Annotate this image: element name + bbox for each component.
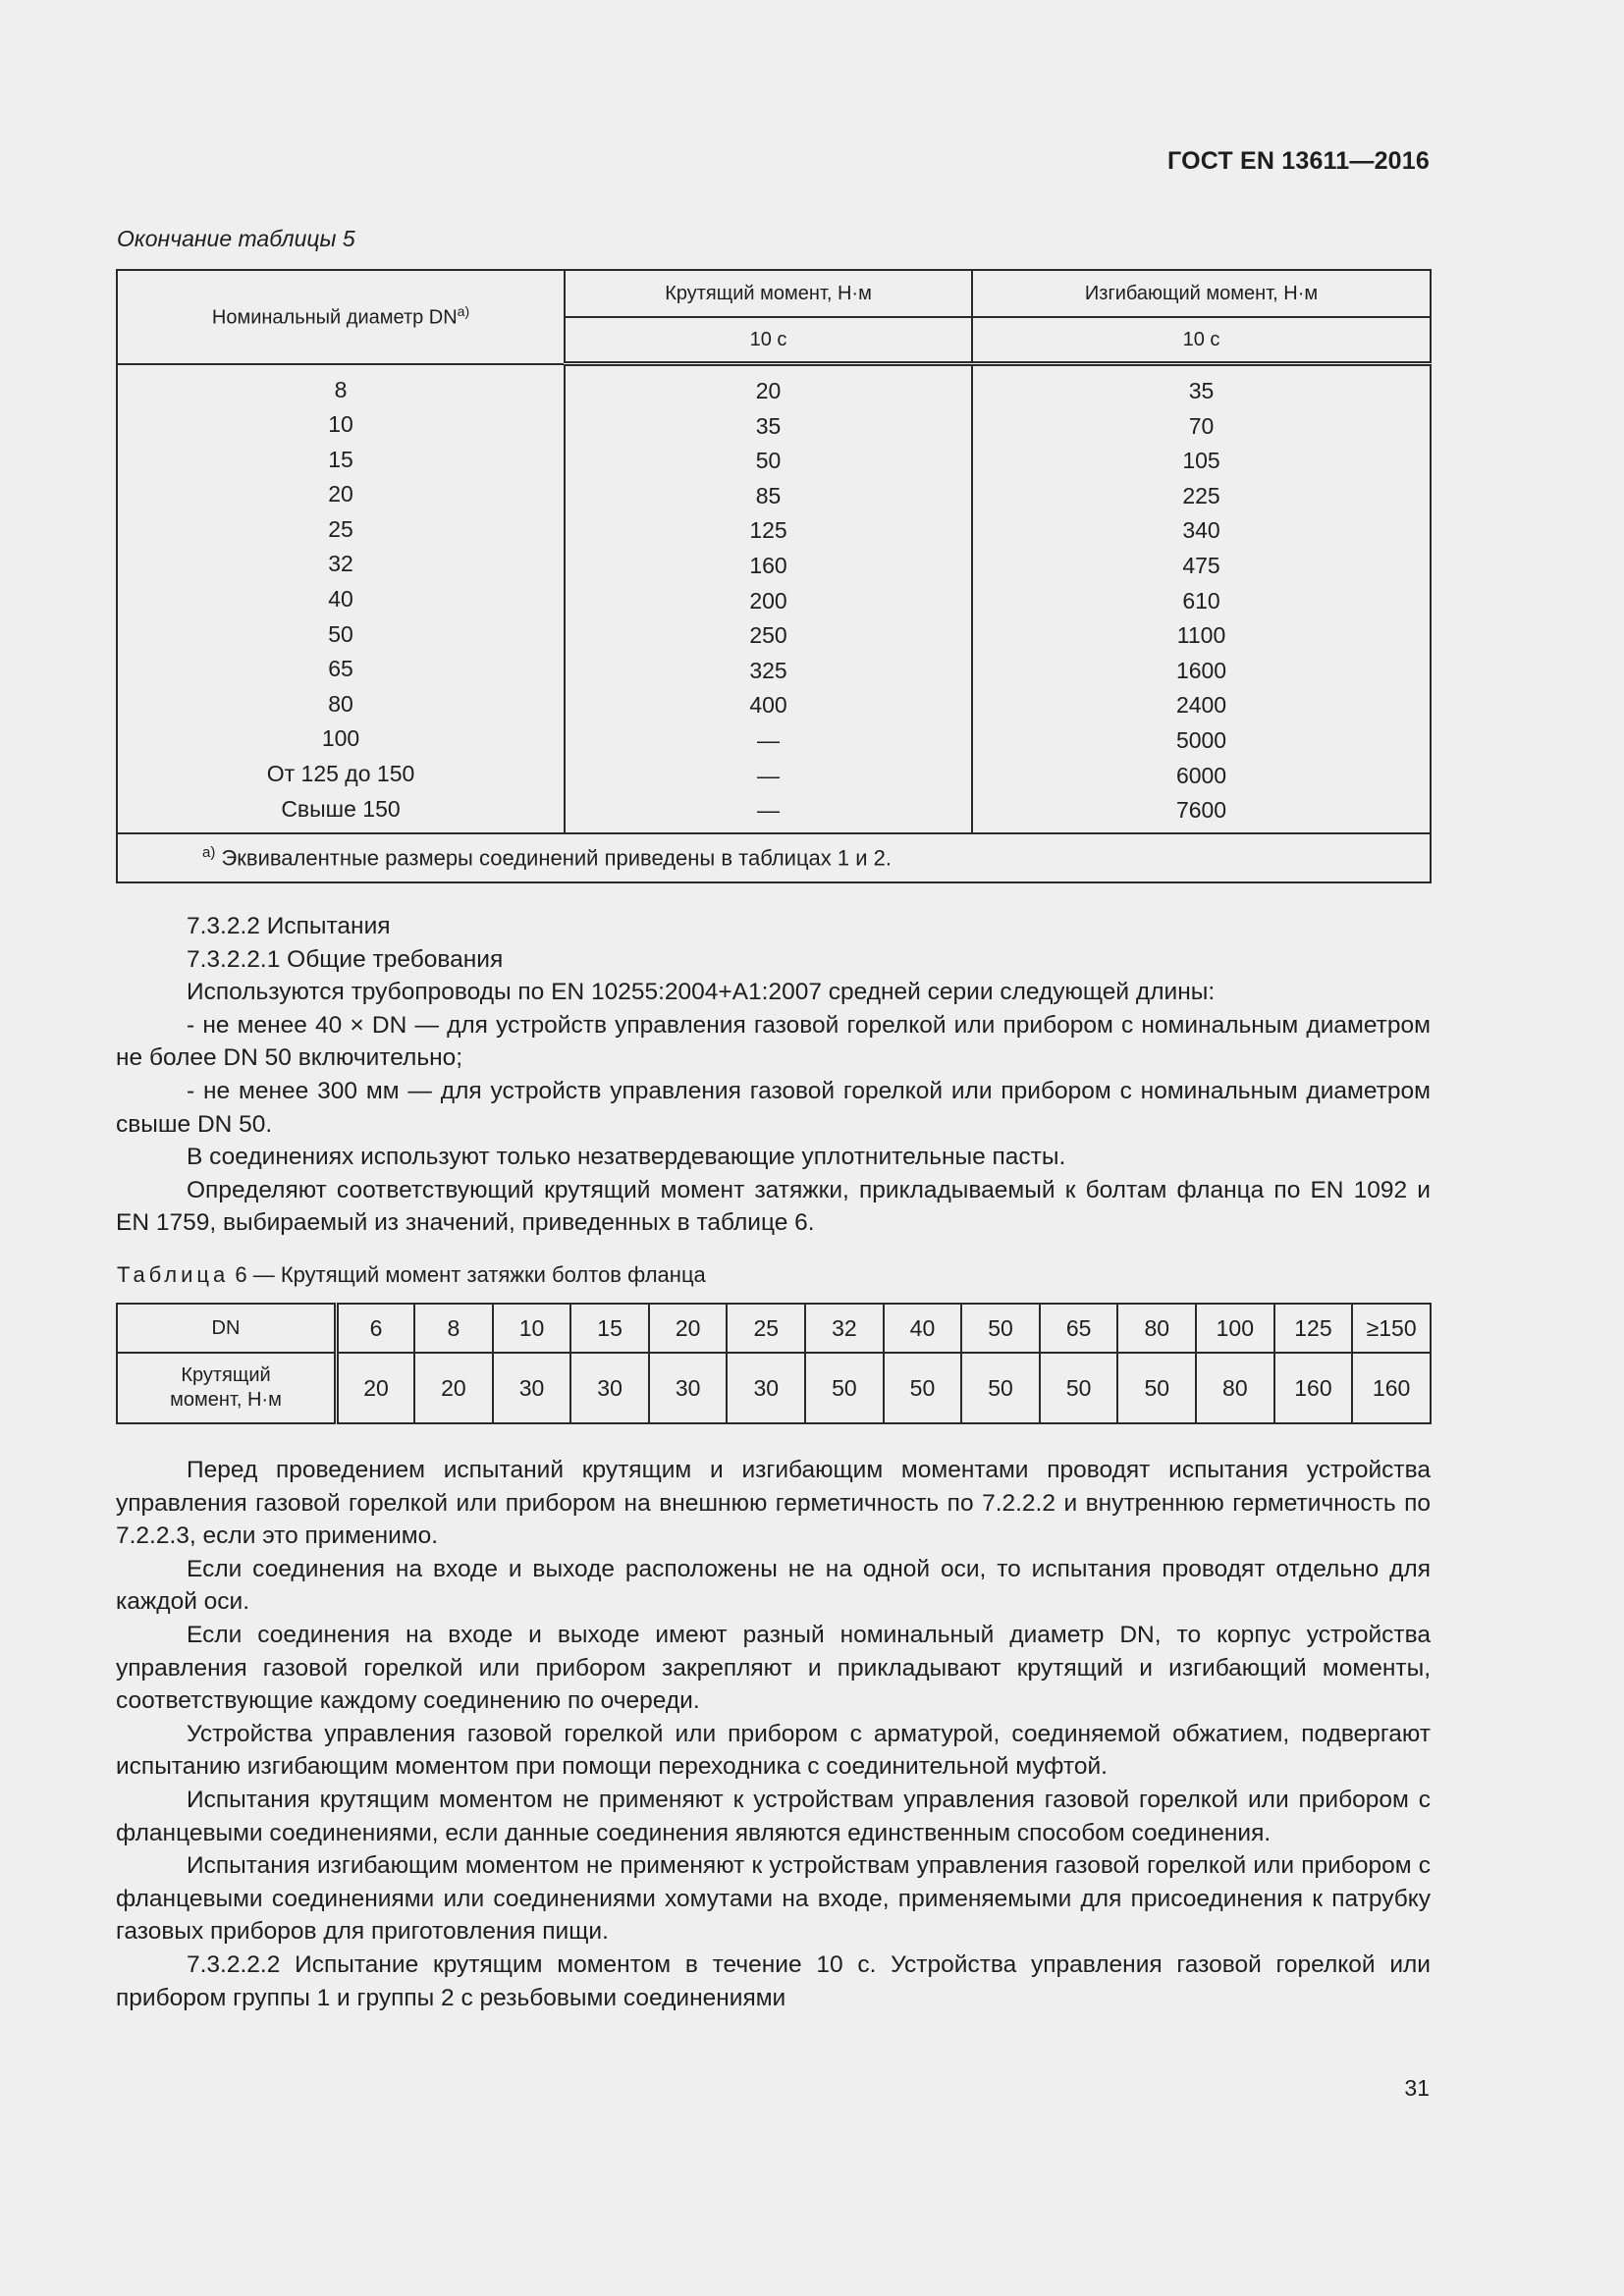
table6-torque-cell: 20 [414, 1353, 493, 1423]
table5-cell: 25 [328, 515, 353, 542]
table5-col-diameter [117, 364, 565, 833]
table6-dn-cell: 15 [570, 1304, 649, 1353]
table5-col-torque [565, 364, 972, 833]
table5-col-bending [972, 364, 1431, 833]
table6-dn-cell: 40 [884, 1304, 962, 1353]
table5-cell: — [757, 726, 781, 753]
table5-col3-header: Изгибающий момент, Н·м [972, 270, 1431, 317]
table6-torque-cell: 30 [493, 1353, 571, 1423]
table6-dn-cell: 10 [493, 1304, 571, 1353]
table5-cell: 475 [1182, 552, 1220, 578]
table5-cell: 15 [328, 446, 353, 472]
table5 [116, 269, 1432, 883]
paragraph: Если соединения на входе и выходе расположены не на одной оси, то испытания проводят отдельно для каждой оси. [116, 1555, 1431, 1616]
table6-torque-cell: 160 [1274, 1353, 1353, 1423]
table5-cell: 7600 [1175, 797, 1227, 824]
table5-cell: 225 [1182, 482, 1220, 508]
table6-torque-cell: 160 [1352, 1353, 1431, 1423]
table6-torque-cell: 20 [337, 1353, 415, 1423]
paragraph: Испытания крутящим моментом не применяют к устройствам управления газовой горелкой или прибором с фланцевыми соединениями, если данные соединения являются единственным способом соединения. [116, 1786, 1431, 1846]
table5-cell: 20 [755, 378, 782, 403]
table6-torque-cell: 50 [805, 1353, 884, 1423]
table5-col1-header: Номинальный диаметр $DN^{а)}$ [117, 270, 565, 364]
table6-torque-cell: 50 [884, 1353, 962, 1423]
paragraph: Устройства управления газовой горелкой или прибором с арматурой, соединяемой обжатием, подвергают испытанию изгибающим моментом при помощи переходника с соединительной муфтой. [116, 1720, 1431, 1781]
table5-footnote: $^{а)}$ Эквивалентные размеры соединений приведены в таблицах 1 и 2. [117, 833, 1431, 882]
table5-caption: Окончание таблицы 5 [117, 226, 355, 251]
table5-cell: 2400 [1175, 692, 1227, 719]
table6-dn-cell: 25 [727, 1304, 805, 1353]
paragraph: Определяют соответствующий крутящий момент затяжки, прикладываемый к болтам фланца по EN 1092 и EN 1759, выбираемый из значений, приведенных в таблице 6. [116, 1176, 1431, 1237]
table6-row-label-dn: DN [117, 1304, 337, 1353]
table6-dn-cell: 32 [805, 1304, 884, 1353]
table5-cell: 20 [328, 481, 353, 507]
table5-cell: 250 [749, 622, 787, 649]
table5-cell: 10 [328, 411, 353, 438]
table5-col2-subheader: 10 с [565, 317, 972, 364]
table5-cell: 1100 [1176, 622, 1226, 649]
table6-dn-cell: 125 [1274, 1304, 1353, 1353]
table6-torque-cell: 50 [1040, 1353, 1118, 1423]
table6-dn-cell: 65 [1040, 1304, 1118, 1353]
table6-dn-cell: 80 [1117, 1304, 1196, 1353]
paragraph: 7.3.2.2.1 Общие требования [187, 945, 504, 973]
table5-cell: 50 [755, 448, 782, 474]
table5-cell: 70 [1188, 412, 1215, 439]
paragraph: 7.3.2.2.2 Испытание крутящим моментом в течение 10 с. Устройства управления газовой горелкой или прибором группы 1 и группы 2 с резьбовыми соединениями [116, 1950, 1431, 2011]
page-number: 31 [1404, 2075, 1430, 2101]
table5-cell: 125 [749, 517, 787, 544]
table6-dn-cell: 6 [337, 1304, 415, 1353]
table5-cell: 100 [321, 725, 360, 752]
table5-cell: 6000 [1175, 762, 1227, 788]
table5-cell: Свыше 150 [281, 795, 401, 822]
table5-col3-subheader: 10 с [972, 317, 1431, 364]
table5-cell: 105 [1182, 448, 1220, 474]
table5-cell: 40 [328, 586, 353, 613]
document-code: ГОСТ EN 13611—2016 [1167, 147, 1430, 175]
table6-torque-cell: 50 [961, 1353, 1040, 1423]
table5-cell: 85 [755, 482, 782, 508]
table5-cell: 8 [334, 376, 348, 402]
paragraph: - не менее 40 × DN — для устройств управления газовой горелкой или прибором с номинальным диаметром не более DN 50 включительно; [116, 1011, 1431, 1072]
table5-cell: — [757, 762, 781, 788]
table6-dn-cell: 50 [961, 1304, 1040, 1353]
table6 [116, 1303, 1432, 1424]
table5-cell: 1600 [1175, 657, 1227, 683]
table5-cell: От 125 до 150 [266, 761, 415, 787]
paragraph: 7.3.2.2 Испытания [187, 913, 391, 939]
table5-cell: 50 [328, 620, 353, 647]
paragraph: Используются трубопроводы по EN 10255:2004+A1:2007 средней серии следующей длины: [187, 979, 1216, 1006]
table6-dn-cell: 8 [414, 1304, 493, 1353]
table6-dn-cell: ≥150 [1352, 1304, 1431, 1353]
table5-cell: 35 [755, 412, 782, 439]
test-procedure-text [116, 1454, 1431, 2014]
table5-cell: 610 [1182, 587, 1220, 614]
table5-col2-header: Крутящий момент, Н·м [565, 270, 972, 317]
table5-cell: — [757, 797, 781, 824]
table6-dn-cell: 20 [649, 1304, 728, 1353]
table5-cell: 340 [1182, 517, 1220, 544]
table5-cell: 325 [749, 657, 787, 683]
table5-cell: 5000 [1175, 726, 1227, 753]
paragraph: Перед проведением испытаний крутящим и изгибающим моментами проводят испытания устройства управления газовой горелкой или прибором на внешнюю герметичность по 7.2.2.2 и внутреннюю герметичность по 7.2.2.3, если это применимо. [116, 1457, 1431, 1550]
table6-torque-cell: 80 [1196, 1353, 1274, 1423]
table6-torque-cell: 50 [1117, 1353, 1196, 1423]
table6-torque-cell: 30 [727, 1353, 805, 1423]
table6-caption: Таблица 6 — Крутящий момент затяжки болтов фланца [117, 1262, 706, 1287]
table6-torque-cell: 30 [649, 1353, 728, 1423]
table5-cell: 80 [328, 690, 353, 717]
table6-dn-cell: 100 [1196, 1304, 1274, 1353]
paragraph: Если соединения на входе и выходе имеют разный номинальный диаметр DN, то корпус устройства управления газовой горелкой или прибором закрепляют и прикладывают крутящий и изгибающий моменты, соответствующие каждому соединению по очереди. [116, 1621, 1431, 1715]
table5-cell: 35 [1188, 378, 1215, 403]
section-7-3-2-2 [116, 910, 1431, 1240]
paragraph: В соединениях используют только незатвердевающие уплотнительные пасты. [187, 1144, 1066, 1171]
paragraph: - не менее 300 мм — для устройств управления газовой горелкой или прибором с номинальным диаметром свыше DN 50. [116, 1077, 1431, 1138]
table5-cell: 65 [328, 656, 353, 682]
table5-cell: 200 [749, 587, 787, 614]
table6-torque-cell: 30 [570, 1353, 649, 1423]
table5-cell: 32 [328, 551, 353, 577]
paragraph: Испытания изгибающим моментом не применяют к устройствам управления газовой горелкой или прибором с фланцевыми соединениями или соединениями хомутами на входе, применяемыми для присоединения к патрубку газовых приборов для приготовления пищи. [116, 1852, 1431, 1946]
table6-row-label-torque: Крутящий момент, Н·м [117, 1353, 337, 1423]
table5-cell: 400 [749, 692, 787, 719]
table5-cell: 160 [749, 552, 787, 578]
